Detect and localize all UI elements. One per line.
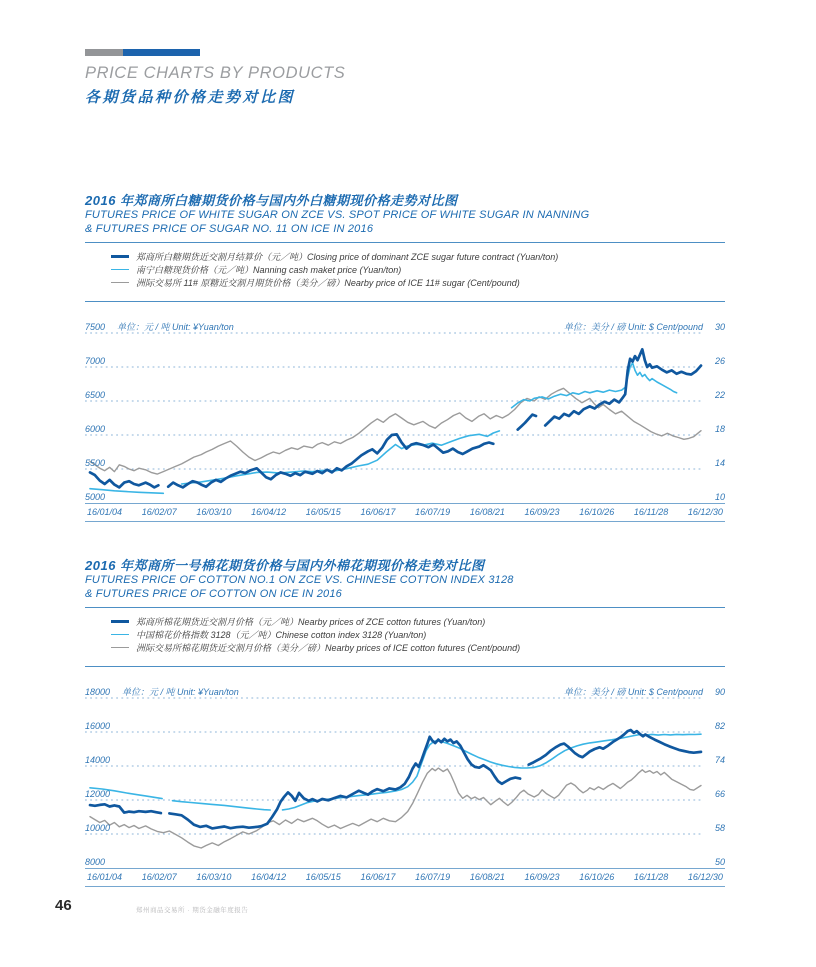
x-axis-label: 16/03/10 (196, 507, 232, 517)
legend-label: 中国棉花价格指数 3128（元／吨）Chinese cotton index 3128 (Yuan/ton) (136, 630, 427, 640)
x-axis-label: 16/01/04 (87, 507, 123, 517)
y-axis-label-right: 10 (714, 492, 725, 502)
x-axis-label: 16/08/21 (469, 507, 505, 517)
series-line (90, 768, 701, 848)
section-title-zh: 2016 年郑商所白糖期货价格与国内外白糖期现价格走势对比图 (85, 193, 458, 208)
legend-line-swatch (111, 282, 129, 284)
section-title-en-line2: & FUTURES PRICE OF SUGAR NO. 11 ON ICE IN 2016 (85, 222, 374, 235)
y-axis-label-left: 5000 (85, 492, 106, 502)
legend-item (111, 641, 725, 654)
legend-label: 洲际交易所 11# 原糖近交割月期货价格（美分／磅）Nearby price of ICE 11# sugar (Cent/pound) (136, 278, 520, 288)
section-title-en-line1: FUTURES PRICE OF COTTON NO.1 ON ZCE VS. CHINESE COTTON INDEX 3128 (85, 574, 514, 586)
x-axis-label-row (85, 503, 725, 522)
legend-line-swatch (111, 255, 129, 258)
x-axis-label: 16/10/26 (579, 872, 615, 882)
y-axis-label-right: 58 (714, 823, 725, 833)
series-line (168, 434, 493, 487)
x-axis-label: 16/05/15 (305, 872, 341, 882)
y-axis-label-left: 14000 (85, 755, 111, 765)
y-axis-label-left: 7500 (85, 322, 106, 332)
legend-line-swatch (111, 647, 129, 649)
y-axis-label-right: 14 (714, 458, 725, 468)
y-axis-label-right: 30 (714, 322, 725, 332)
legend-item (111, 263, 725, 276)
x-axis-label: 16/07/19 (415, 507, 451, 517)
series-line (518, 415, 536, 430)
y-axis-label-left: 5500 (85, 458, 106, 468)
page-title: 各期货品种价格走势对比图 (85, 89, 296, 106)
y-axis-label-left: 18000 (85, 687, 111, 697)
sugar-price-chart (85, 321, 725, 522)
x-axis-label: 16/03/10 (196, 872, 232, 882)
y-axis-label-left: 12000 (85, 789, 111, 799)
x-axis-label: 16/10/26 (579, 507, 615, 517)
y-axis-label-left: 6000 (85, 424, 106, 434)
y-axis-label-right: 18 (714, 424, 725, 434)
section-title-en-line1: FUTURES PRICE OF WHITE SUGAR ON ZCE VS. SPOT PRICE OF WHITE SUGAR IN NANNING (85, 209, 590, 221)
y-axis-label-right: 22 (714, 390, 725, 400)
page-header (85, 49, 345, 107)
x-axis-label: 16/09/23 (524, 507, 560, 517)
cotton-chart-section (85, 558, 725, 887)
x-axis-label: 16/04/12 (251, 507, 287, 517)
footer-publication-text: 郑州商品交易所 · 期货金融年度报告 (136, 907, 249, 914)
series-line (90, 388, 701, 474)
chart-canvas (85, 686, 725, 868)
brand-bar (85, 49, 200, 56)
sugar-chart-section (85, 193, 725, 522)
legend-label: 郑商所棉花期货近交割月价格（元／吨）Nearby prices of ZCE cotton futures (Yuan/ton) (136, 617, 486, 627)
section-title-en-line2: & FUTURES PRICE OF COTTON ON ICE IN 2016 (85, 587, 342, 600)
legend-line-swatch (111, 620, 129, 623)
y-axis-label-right: 90 (714, 687, 725, 697)
x-axis-label: 16/06/17 (360, 872, 396, 882)
legend-item (111, 615, 725, 628)
x-axis-label: 16/06/17 (360, 507, 396, 517)
legend-label: 洲际交易所棉花期货近交割月价格（美分／磅）Nearby prices of ICE cotton futures (Cent/pound) (136, 643, 521, 653)
page-number: 46 (55, 897, 72, 914)
divider (85, 666, 725, 667)
legend-item (111, 276, 725, 289)
left-axis-unit-label: 单位：元 / 吨 Unit: ¥Yuan/ton (117, 322, 234, 332)
left-axis-unit-label: 单位：元 / 吨 Unit: ¥Yuan/ton (122, 687, 239, 697)
y-axis-label-left: 16000 (85, 721, 111, 731)
legend-label: 郑商所白糖期货近交割月结算价（元／吨）Closing price of dominant ZCE sugar future contract (Yuan/ton) (136, 252, 559, 262)
legend-label: 南宁白糖现货价格（元／吨）Nanning cash maket price (Yuan/ton) (136, 265, 402, 275)
series-line (173, 801, 271, 810)
x-axis-label: 16/08/21 (469, 872, 505, 882)
chart-legend (85, 243, 725, 295)
right-axis-unit-label: 单位：美分 / 磅 Unit: $ Cent/pound (563, 687, 703, 697)
y-axis-label-right: 74 (714, 755, 725, 765)
y-axis-label-right: 66 (714, 789, 725, 799)
series-line (169, 737, 520, 829)
x-axis-label: 16/04/12 (251, 872, 287, 882)
y-axis-label-right: 26 (714, 356, 725, 366)
cotton-price-chart (85, 686, 725, 887)
right-axis-unit-label: 单位：美分 / 磅 Unit: $ Cent/pound (563, 322, 703, 332)
y-axis-label-left: 8000 (85, 857, 106, 867)
x-axis-label: 16/01/04 (87, 872, 123, 882)
x-axis-label: 16/09/23 (524, 872, 560, 882)
page-kicker: PRICE CHARTS BY PRODUCTS (85, 64, 346, 82)
y-axis-label-right: 82 (714, 721, 725, 731)
chart-canvas (85, 321, 725, 503)
legend-line-swatch (111, 269, 129, 271)
brand-bar-blue-segment (123, 49, 200, 56)
series-line (90, 804, 161, 813)
chart-legend (85, 608, 725, 660)
series-line (545, 349, 701, 425)
section-title-zh: 2016 年郑商所一号棉花期货价格与国内外棉花期现价格走势对比图 (85, 558, 485, 573)
x-axis-label: 16/11/28 (633, 872, 669, 882)
brand-bar-gray-segment (85, 49, 123, 56)
x-axis-label: 16/12/30 (687, 507, 723, 517)
x-axis-label: 16/07/19 (415, 872, 451, 882)
legend-item (111, 628, 725, 641)
x-axis-label: 16/02/07 (141, 507, 177, 517)
x-axis-label: 16/12/30 (687, 872, 723, 882)
x-axis-label: 16/11/28 (633, 507, 669, 517)
y-axis-label-left: 7000 (85, 356, 106, 366)
legend-line-swatch (111, 634, 129, 636)
x-axis-label: 16/05/15 (305, 507, 341, 517)
legend-item (111, 250, 725, 263)
divider (85, 301, 725, 302)
x-axis-label: 16/02/07 (141, 872, 177, 882)
y-axis-label-right: 50 (714, 857, 725, 867)
x-axis-label-row (85, 868, 725, 887)
y-axis-label-left: 10000 (85, 823, 111, 833)
y-axis-label-left: 6500 (85, 390, 106, 400)
series-line (90, 472, 158, 487)
